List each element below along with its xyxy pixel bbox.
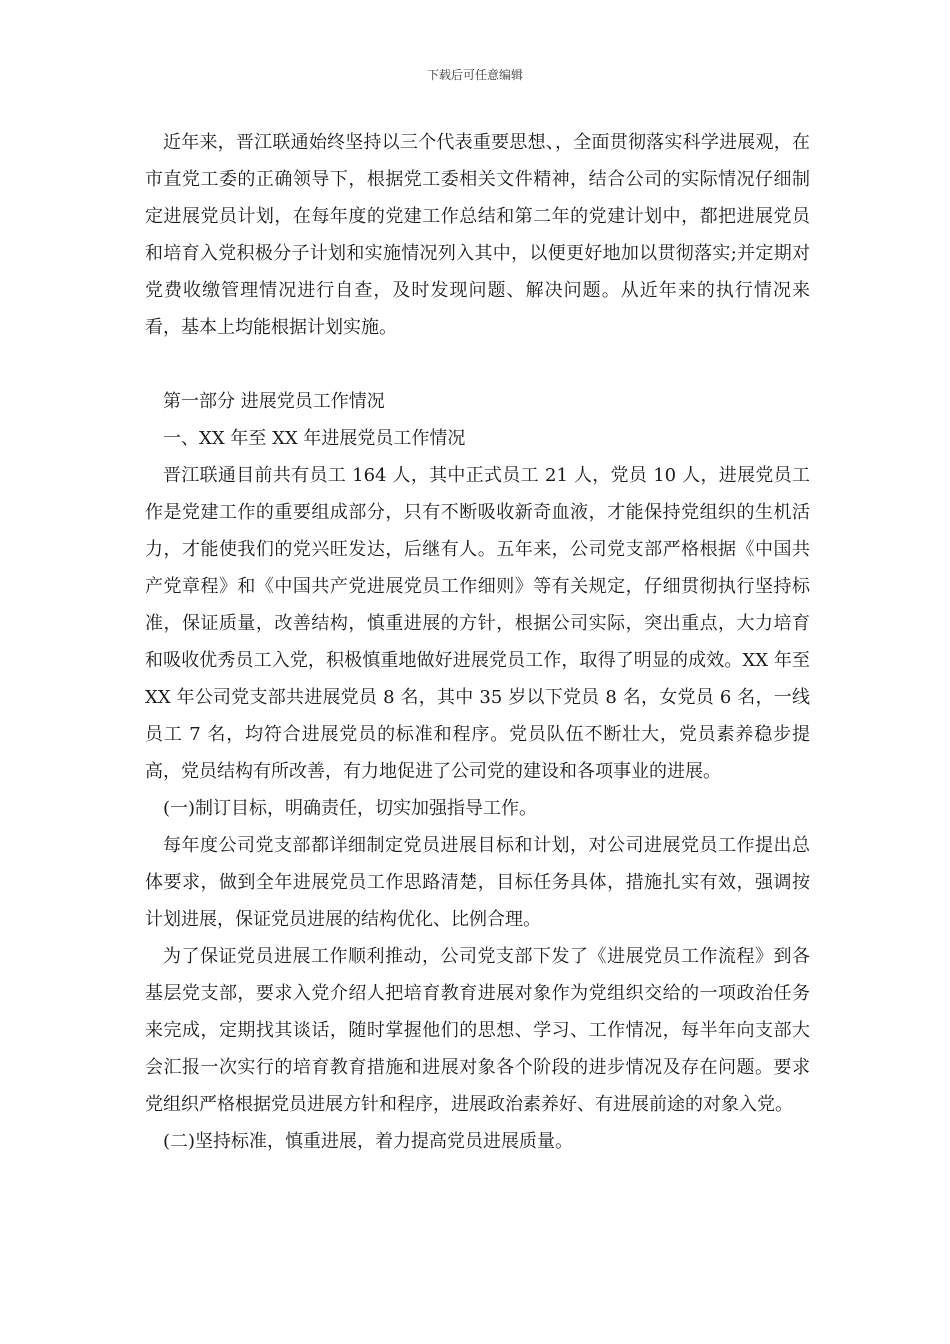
page-header: 下载后可任意编辑 bbox=[426, 68, 523, 82]
body-paragraph: 每年度公司党支部都详细制定党员进展目标和计划，对公司进展党员工作提出总体要求，做到全年进展党员工作思路清楚，目标任务具体，措施扎实有效，强调按计划进展，保证党员进展的结构优化、比例合理。 bbox=[145, 835, 810, 930]
section-heading: 第一部分 进展党员工作情况 bbox=[163, 391, 385, 412]
body-paragraph: 为了保证党员进展工作顺利推动，公司党支部下发了《进展党员工作流程》到各基层党支部，要求入党介绍人把培育教育进展对象作为党组织交给的一项政治任务来完成，定期找其谈话，随时掌握他们的思想、学习、工作情况，每半年向支部大会汇报一次实行的培育教育措施和进展对象各个阶段的进步情况及存在问题。要求党组织严格根据党员进展方针和程序，进展政治素养好、有进展前途的对象入党。 bbox=[145, 946, 810, 1115]
intro-paragraph: 近年来，晋江联通始终坚持以三个代表重要思想、，全面贯彻落实科学进展观，在市直党工委的正确领导下，根据党工委相关文件精神，结合公司的实际情况仔细制定进展党员计划，在每年度的党建工作总结和第二年的党建计划中，都把进展党员和培育入党积极分子计划和实施情况列入其中，以便更好地加以贯彻落实;并定期对党费收缴管理情况进行自查，及时发现问题、解决问题。从近年来的执行情况来看，基本上均能根据计划实施。 bbox=[145, 132, 810, 338]
body-paragraph: 晋江联通目前共有员工 164 人，其中正式员工 21 人，党员 10 人，进展党员工作是党建工作的重要组成部分，只有不断吸收新奇血液，才能保持党组织的生机活力，才能使我们的党兴旺发达，后继有人。五年来，公司党支部严格根据《中国共产党章程》和《中国共产党进展党员工作细则》等有关规定，仔细贯彻执行坚持标准，保证质量，改善结构，慎重进展的方针，根据公司实际，突出重点，大力培育和吸收优秀员工入党，积极慎重地做好进展党员工作，取得了明显的成效。XX 年至 XX 年公司党支部共进展党员 8 名，其中 35 岁以下党员 8 名，女党员 6 名，一线员工 7 名，均符合进展党员的标准和程序。党员队伍不断壮大，党员素养稳步提高，党员结构有所改善，有力地促进了公司党的建设和各项事业的进展。 bbox=[145, 465, 810, 782]
item-heading: (二)坚持标准，慎重进展，着力提高党员进展质量。 bbox=[163, 1131, 574, 1152]
document-body bbox=[145, 124, 810, 1160]
item-heading: (一)制订目标，明确责任，切实加强指导工作。 bbox=[163, 798, 538, 819]
blank-line bbox=[145, 346, 810, 383]
subsection-heading: 一、XX 年至 XX 年进展党员工作情况 bbox=[163, 428, 466, 449]
